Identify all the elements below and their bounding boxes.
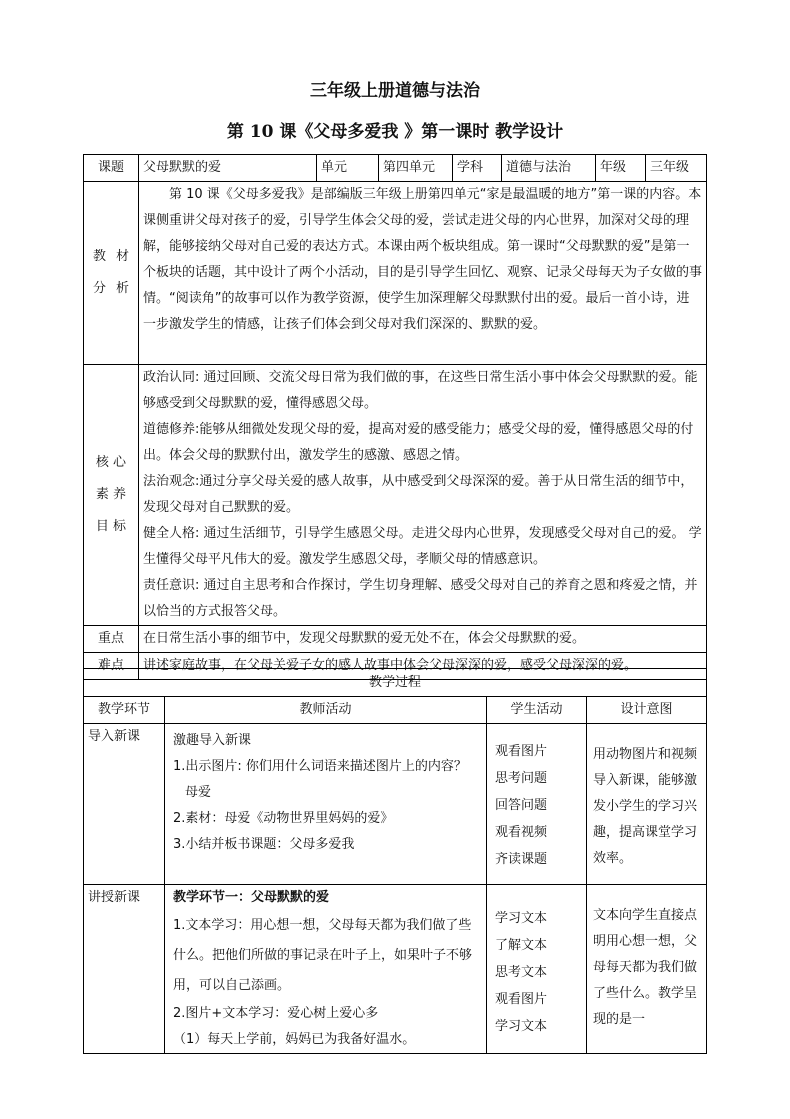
student-activity-line: 观看图片: [495, 992, 548, 1007]
teacher-activity-line: 3.小结并板书课题：父母多爱我: [173, 837, 355, 852]
student-activity: [487, 724, 587, 885]
teacher-activity-line: （1）每天上学前，妈妈已为我备好温水。: [173, 1032, 416, 1047]
column-header: 教学环节: [84, 697, 165, 724]
student-activity-line: 回答问题: [495, 798, 548, 813]
core-goal-item: 道德修养:能够从细微处发现父母的爱，提高对爱的感受能力；感受父母的爱，懂得感恩父母的付出。体会父母的默默付出，激发学生的感激、感恩之情。: [143, 422, 694, 463]
teacher-activity: [165, 724, 487, 885]
core-label: [84, 365, 139, 626]
core-label-line: 核 心: [95, 455, 127, 470]
core-goal-item: 责任意识: 通过自主思考和合作探讨，学生切身理解、感受父母对自己的养育之恩和疼爱之情，并以恰当的方式报答父母。: [143, 578, 698, 619]
key-point-text: 在日常生活小事的细节中，发现父母默默的爱无处不在，体会父母默默的爱。: [139, 626, 707, 653]
process-columns-row: [84, 697, 707, 724]
student-activity: [487, 885, 587, 1054]
process-row: [84, 724, 707, 885]
core-label-line: 素 养: [95, 487, 127, 502]
teacher-activity-line: 1.出示图片: 你们用什么词语来描述图片上的内容？: [173, 759, 467, 774]
analysis-label-line: 教: [92, 249, 106, 264]
teacher-activity-heading: 教学环节一：父母默默的爱: [173, 890, 330, 905]
subject-value: 道德与法治: [502, 155, 596, 182]
core-row: [84, 365, 707, 626]
document-subtitle: 第 10 课《父母多爱我 》第一课时 教学设计: [226, 122, 564, 142]
document-title: 三年级上册道德与法治: [310, 81, 480, 101]
core-goal-item: 法治观念:通过分享父母关爱的感人故事，从中感受到父母深深的爱。善于从日常生活的细节中，发现父母对自己默默的爱。: [143, 474, 694, 515]
analysis-label-line: 材: [116, 249, 130, 264]
subject-label: 学科: [453, 155, 502, 182]
core-goal-item: 健全人格: 通过生活细节，引导学生感恩父母。走进父母内心世界，发现感受父母对自己的爱。 学生懂得父母平凡伟大的爱。激发学生感恩父母，孝顺父母的情感意识。: [143, 526, 702, 567]
topic-value: 父母默默的爱: [139, 155, 317, 182]
analysis-label-line: 分: [92, 281, 106, 296]
process-header-row: [84, 669, 707, 697]
analysis-label-line: 析: [116, 281, 130, 296]
column-header: 设计意图: [587, 697, 707, 724]
core-goals: [139, 365, 707, 626]
stage-cell: 导入新课: [84, 724, 165, 885]
analysis-text: 第 10 课《父母多爱我》是部编版三年级上册第四单元“家是最温暖的地方”第一课的内容。本课侧重讲父母对孩子的爱，引导学生体会父母的爱，尝试走进父母的内心世界，加深对父母的理解，能够接纳父母对自己爱的表达方式。本课由两个板块组成。第一课时“父母默默的爱”是第一个板块的话题，其中设计了两个小活动，目的是引导学生回忆、观察、记录父母每天为子女做的事情。“阅读角”的故事可以作为教学资源，使学生加深理解父母默默付出的爱。最后一首小诗，进一步激发学生的情感，让孩子们体会到父母对我们深深的、默默的爱。: [139, 182, 707, 365]
lesson-info-table: [83, 154, 707, 680]
teacher-activity-line: 2.素材：母爱《动物世界里妈妈的爱》: [173, 811, 394, 826]
student-activity-line: 学习文本: [495, 1019, 548, 1034]
core-label-line: 目 标: [95, 519, 127, 534]
grade-label: 年级: [596, 155, 646, 182]
process-header: 教学过程: [84, 669, 707, 697]
stage-cell: 讲授新课: [84, 885, 165, 1054]
student-activity-line: 齐读课题: [495, 852, 548, 867]
design-intent: 用动物图片和视频导入新课，能够激发小学生的学习兴趣，提高课堂学习效率。: [587, 724, 707, 885]
core-goal-item: 政治认同: 通过回顾、交流父母日常为我们做的事，在这些日常生活小事中体会父母默默的爱。能够感受到父母默默的爱，懂得感恩父母。: [143, 370, 698, 411]
student-activity-line: 了解文本: [495, 938, 548, 953]
analysis-label: [84, 182, 139, 365]
student-activity-line: 思考问题: [495, 771, 548, 786]
grade-value: 三年级: [646, 155, 707, 182]
key-point-label: 重点: [84, 626, 139, 653]
key-point-row: [84, 626, 707, 653]
student-activity-line: 思考文本: [495, 965, 548, 980]
teaching-process-table: [83, 668, 707, 1054]
column-header: 教师活动: [165, 697, 487, 724]
student-activity-line: 观看图片: [495, 744, 548, 759]
unit-label: 单元: [317, 155, 379, 182]
teacher-activity-line: 激趣导入新课: [173, 733, 252, 748]
student-activity-line: 学习文本: [495, 911, 548, 926]
process-row: [84, 885, 707, 1054]
info-row: [84, 155, 707, 182]
difficulty-label: 难点: [84, 653, 139, 680]
unit-value: 第四单元: [379, 155, 453, 182]
teacher-activity-line: 1.文本学习：用心想一想，父母每天都为我们做了些什么。把他们所做的事记录在叶子上，如果叶子不够用，可以自己添画。: [173, 918, 473, 993]
student-activity-line: 观看视频: [495, 825, 548, 840]
analysis-row: [84, 182, 707, 365]
topic-label: 课题: [84, 155, 139, 182]
teacher-activity-line: 2.图片+文本学习：爱心树上爱心多: [173, 1006, 379, 1021]
difficulty-text: 讲述家庭故事，在父母关爱子女的感人故事中体会父母深深的爱，感受父母深深的爱。: [139, 653, 707, 680]
teacher-activity-line: 母爱: [185, 785, 212, 800]
design-intent: 文本向学生直接点明用心想一想，父母每天都为我们做了些什么。教学呈现的是一: [587, 885, 707, 1054]
column-header: 学生活动: [487, 697, 587, 724]
teacher-activity: [165, 885, 487, 1054]
